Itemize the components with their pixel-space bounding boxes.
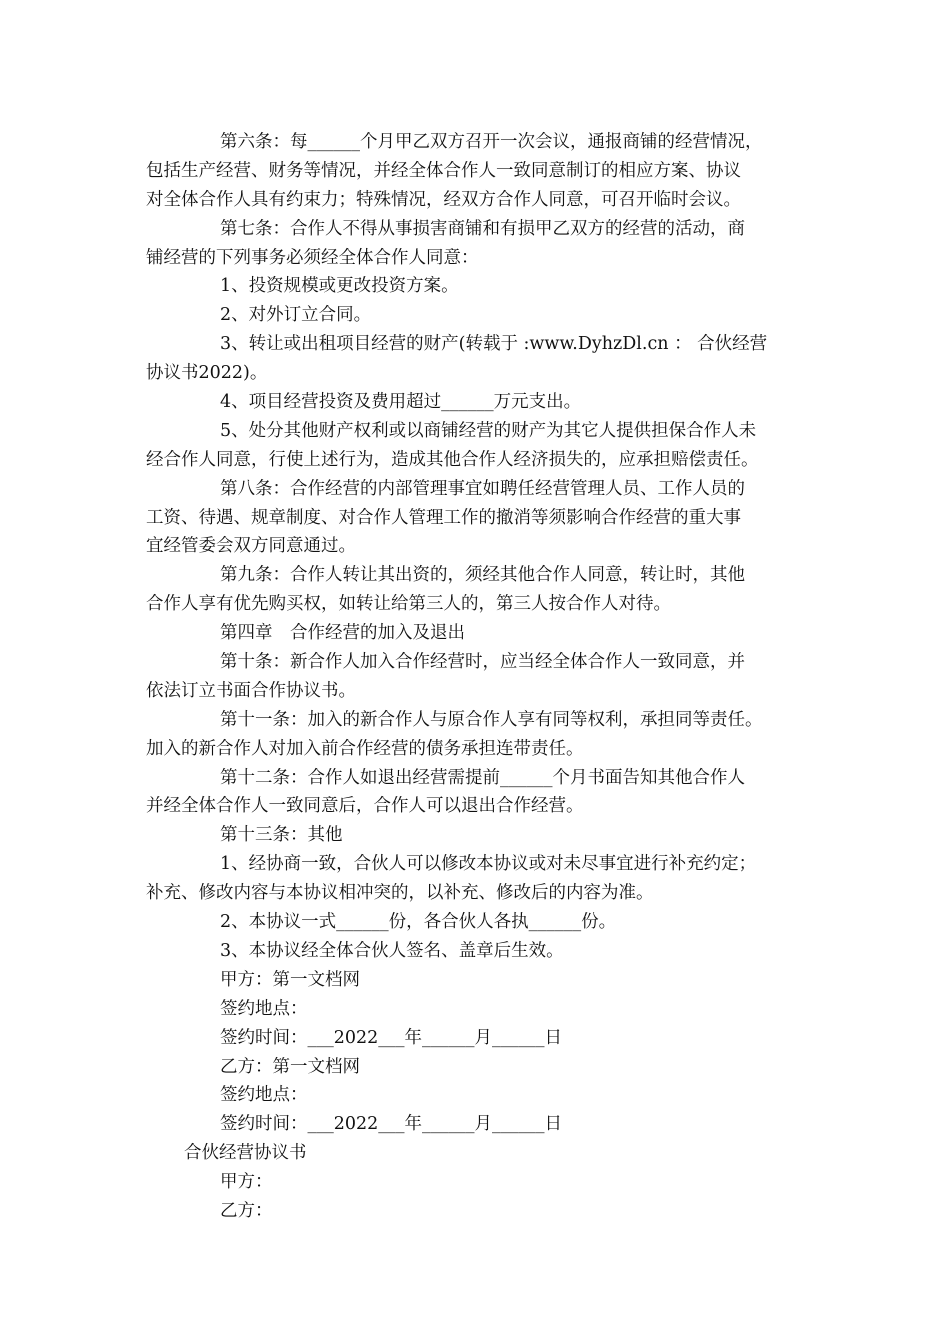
text-line: 补充、修改内容与本协议相冲突的，以补充、修改后的内容为准。 xyxy=(146,883,654,904)
text-line: 5、处分其他财产权利或以商铺经营的财产为其它人提供担保合作人未 xyxy=(220,420,757,441)
text-line: 第六条：每______个月甲乙双方召开一次会议，通报商铺的经营情况， xyxy=(220,132,763,152)
text-line: 第十二条：合作人如退出经营需提前______个月书面告知其他合作人 xyxy=(220,767,745,788)
text-line: 第十一条：加入的新合作人与原合作人享有同等权利，承担同等责任。 xyxy=(220,709,763,730)
text-line: 工资、待遇、规章制度、对合作人管理工作的撤消等须影响合作经营的重大事 xyxy=(146,507,741,528)
text-line: 第九条：合作人转让其出资的，须经其他合作人同意，转让时，其他 xyxy=(220,565,745,586)
text-line: 4、项目经营投资及费用超过______万元支出。 xyxy=(220,392,582,413)
text-line: 3、本协议经全体合伙人签名、盖章后生效。 xyxy=(220,940,564,961)
text-line: 依法订立书面合作协议书。 xyxy=(146,680,356,701)
party-b-line: 乙方： xyxy=(220,1200,273,1221)
party-b-line: 乙方：第一文档网 xyxy=(220,1056,360,1077)
text-line: 第十三条：其他 xyxy=(220,825,343,846)
signing-date-line: 签约时间：___2022___年______月______日 xyxy=(220,1114,563,1135)
party-a-line: 甲方：第一文档网 xyxy=(220,969,360,990)
text-line: 第七条：合作人不得从事损害商铺和有损甲乙双方的经营的活动，商 xyxy=(220,218,745,239)
text-line: 经合作人同意，行使上述行为，造成其他合作人经济损失的，应承担赔偿责任。 xyxy=(146,449,759,470)
party-a-line: 甲方： xyxy=(220,1172,273,1193)
text-line: 并经全体合作人一致同意后，合作人可以退出合作经营。 xyxy=(146,796,584,817)
text-line: 第十条：新合作人加入合作经营时，应当经全体合作人一致同意，并 xyxy=(220,652,745,673)
text-line: 对全体合作人具有约束力；特殊情况，经双方合作人同意，可召开临时会议。 xyxy=(146,189,741,210)
chapter-heading: 第四章 合作经营的加入及退出 xyxy=(220,623,465,644)
signing-place-line: 签约地点： xyxy=(220,1085,308,1106)
text-line: 3、转让或出租项目经营的财产(转载于 :www.DyhzDl.cn ： 合伙经营 xyxy=(220,334,768,355)
document-body xyxy=(146,128,806,1226)
text-line: 包括生产经营、财务等情况，并经全体合作人一致同意制订的相应方案、协议 xyxy=(146,160,741,181)
signing-date-line: 签约时间：___2022___年______月______日 xyxy=(220,1027,563,1048)
signing-place-line: 签约地点： xyxy=(220,998,308,1019)
text-line: 合作人享有优先购买权，如转让给第三人的，第三人按合作人对待。 xyxy=(146,594,671,615)
text-line: 2、对外订立合同。 xyxy=(220,305,372,326)
text-line: 加入的新合作人对加入前合作经营的债务承担连带责任。 xyxy=(146,738,584,759)
text-line: 铺经营的下列事务必须经全体合作人同意： xyxy=(146,247,479,268)
text-line: 1、投资规模或更改投资方案。 xyxy=(220,276,459,297)
text-line: 1、经协商一致，合伙人可以修改本协议或对未尽事宜进行补充约定； xyxy=(220,854,757,875)
text-line: 第八条：合作经营的内部管理事宜如聘任经营管理人员、工作人员的 xyxy=(220,478,745,499)
text-line: 宜经管委会双方同意通过。 xyxy=(146,536,356,557)
text-line: 协议书2022)。 xyxy=(146,363,268,384)
text-line: 2、本协议一式______份，各合伙人各执______份。 xyxy=(220,912,617,933)
document-title: 合伙经营协议书 xyxy=(184,1143,307,1164)
